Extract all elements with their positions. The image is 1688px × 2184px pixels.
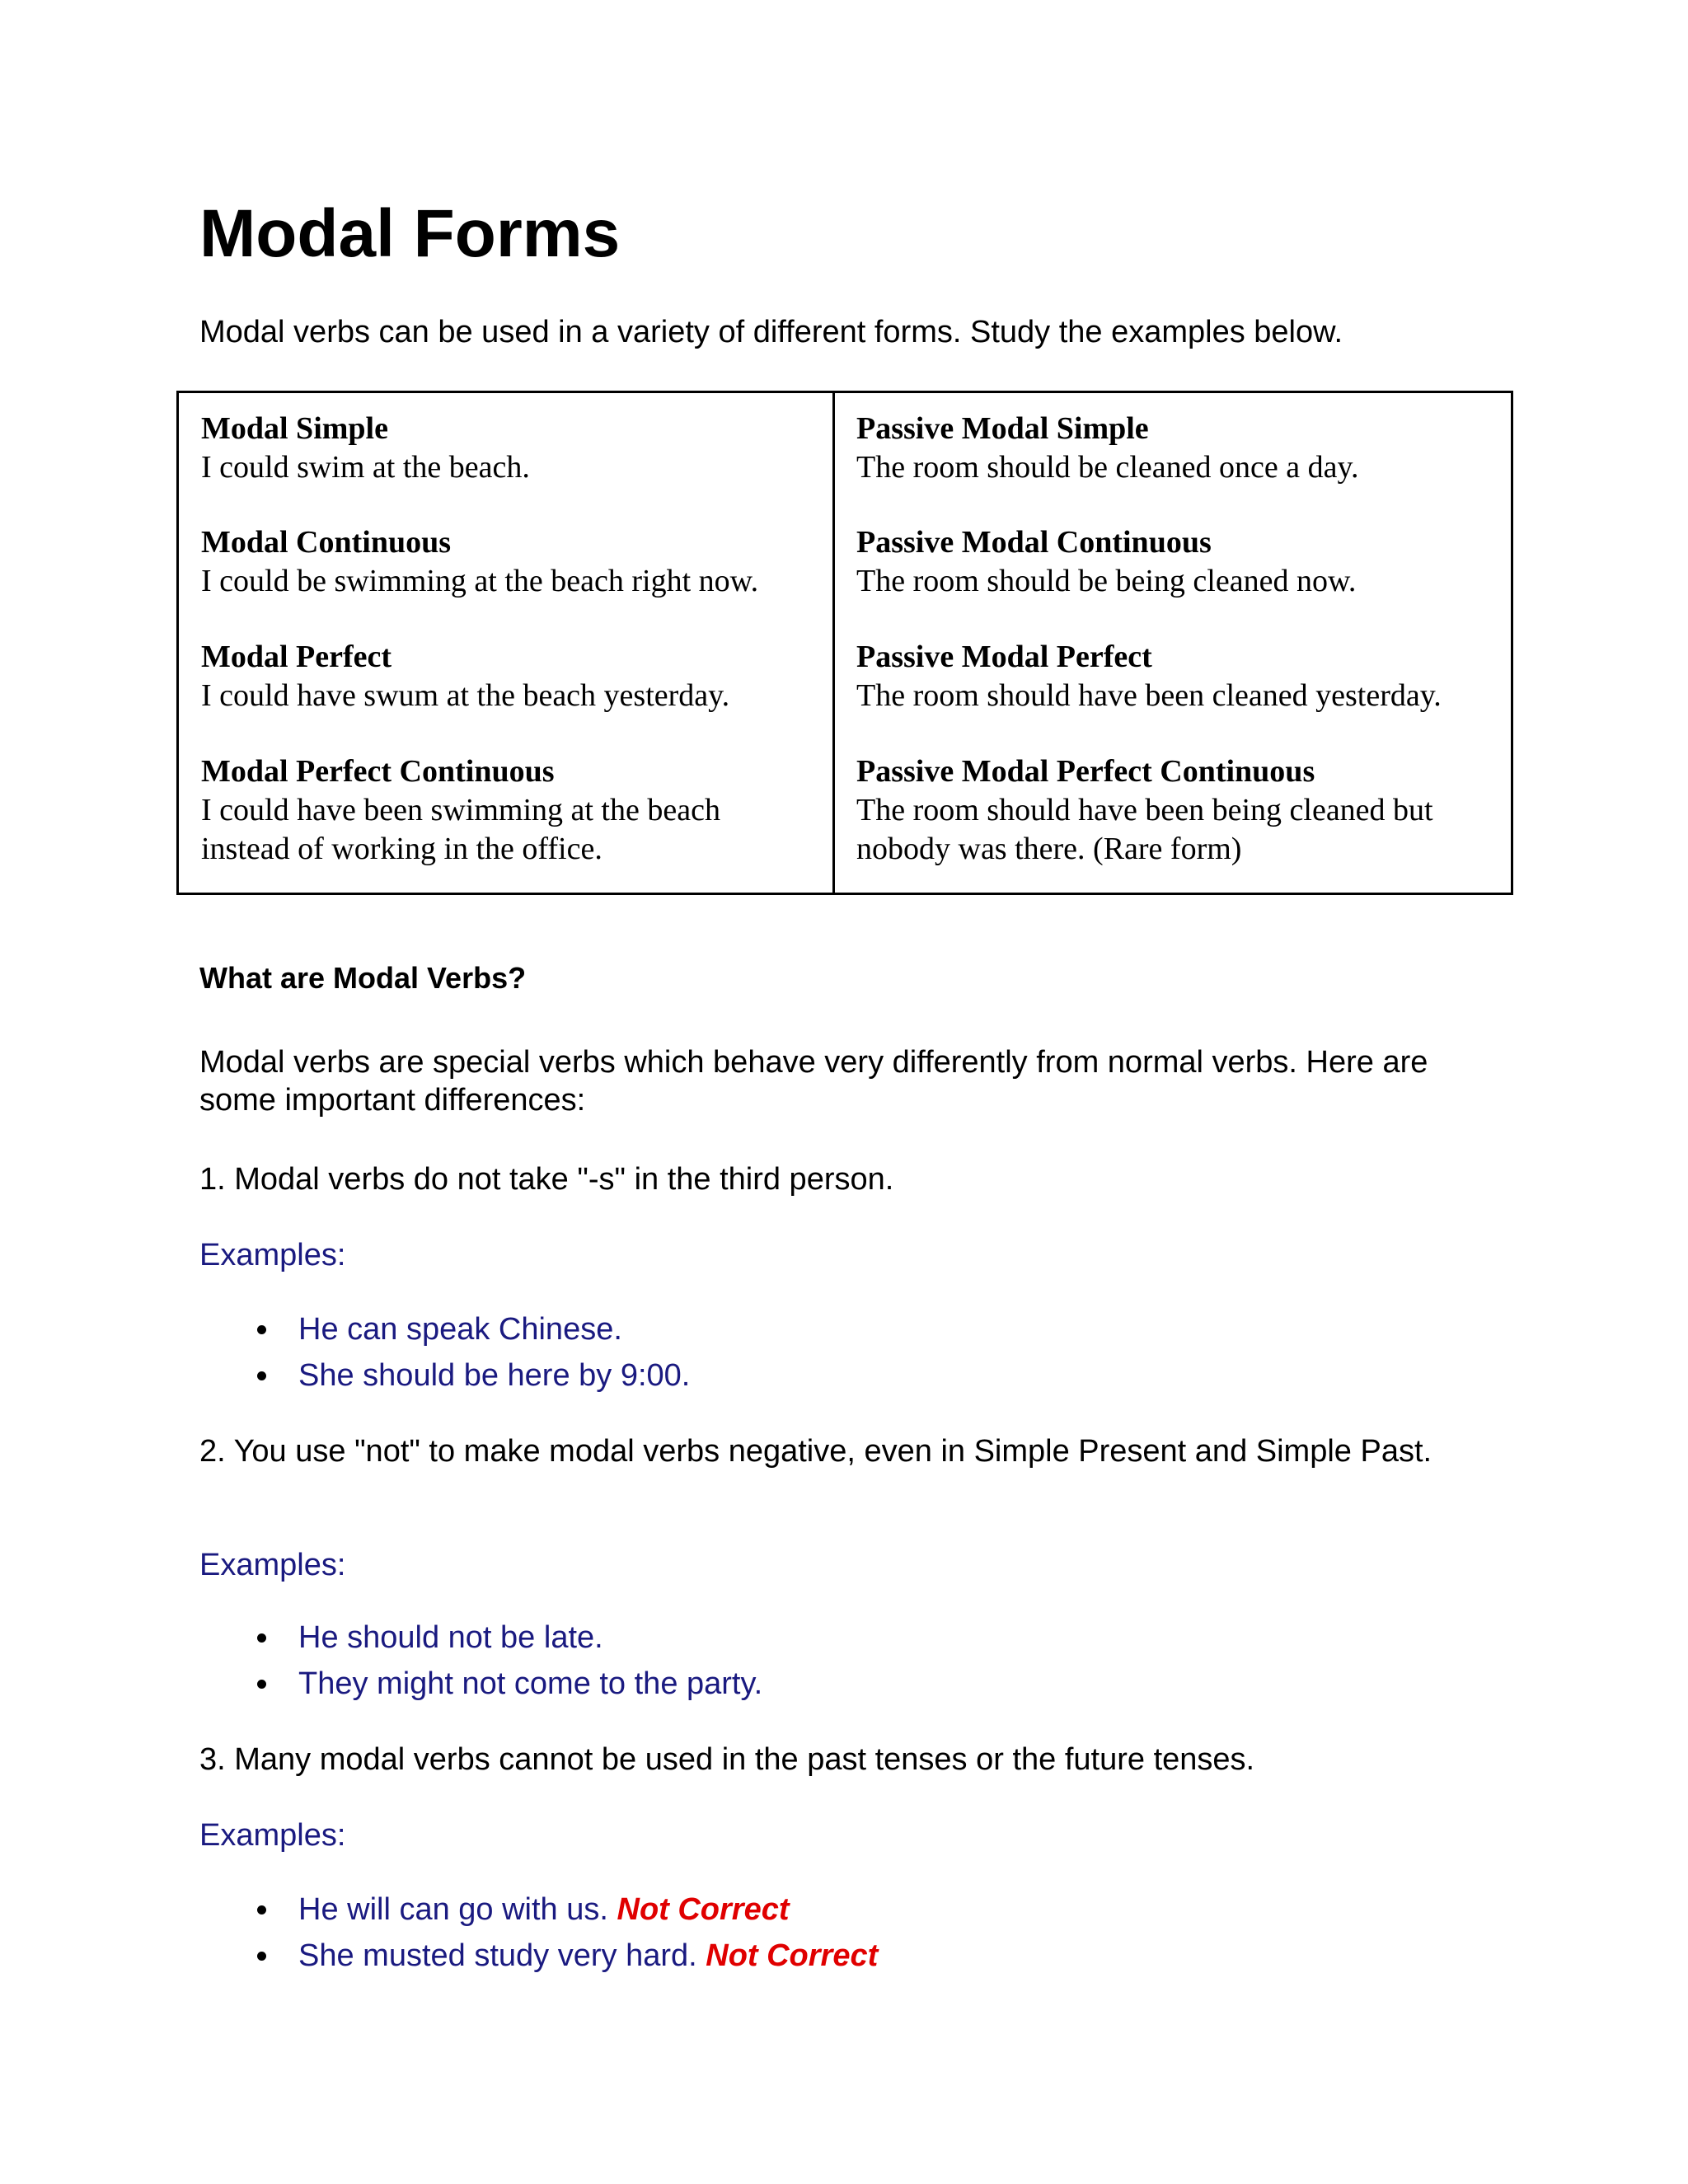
form-cell-modal-continuous bbox=[201, 523, 815, 601]
example-sentence-wrapper bbox=[298, 1891, 790, 1929]
form-example: The room should be being cleaned now. bbox=[856, 564, 1357, 598]
bullet-icon bbox=[257, 1633, 266, 1643]
section-heading: What are Modal Verbs? bbox=[199, 961, 527, 995]
example-sentence-wrapper bbox=[298, 1937, 878, 1975]
form-example: I could have swum at the beach yesterday. bbox=[201, 678, 730, 713]
form-example: The room should have been being cleaned but bbox=[856, 793, 1433, 827]
form-cell-modal-perfect-continuous bbox=[201, 752, 815, 869]
bullet-icon bbox=[257, 1905, 266, 1915]
form-example: I could swim at the beach. bbox=[201, 450, 530, 485]
not-correct-label: Not Correct bbox=[706, 1938, 879, 1973]
form-name: Passive Modal Perfect bbox=[856, 640, 1152, 674]
bullet-icon bbox=[257, 1325, 266, 1334]
intro-text: Modal verbs can be used in a variety of different forms. Study the examples below. bbox=[199, 315, 1343, 349]
examples-label: Examples: bbox=[199, 1238, 346, 1272]
example-sentence: They might not come to the party. bbox=[298, 1666, 763, 1701]
form-example-continued: instead of working in the office. bbox=[201, 832, 603, 866]
rule-text: 3. Many modal verbs cannot be used in the past tenses or the future tenses. bbox=[199, 1742, 1255, 1777]
form-example-continued: nobody was there. (Rare form) bbox=[856, 832, 1242, 866]
example-sentence: She musted study very hard. bbox=[298, 1938, 697, 1973]
examples-label: Examples: bbox=[199, 1548, 346, 1582]
form-name: Modal Continuous bbox=[201, 525, 452, 560]
bullet-icon bbox=[257, 1952, 266, 1961]
form-example: I could be swimming at the beach right now. bbox=[201, 564, 759, 598]
form-cell-passive-modal-simple bbox=[856, 410, 1470, 487]
rule-text: 2. You use "not" to make modal verbs negative, even in Simple Present and Simple Past. bbox=[199, 1434, 1432, 1469]
page-title: Modal Forms bbox=[199, 196, 621, 271]
form-cell-passive-modal-perfect-continuous bbox=[856, 752, 1470, 869]
bullet-icon bbox=[257, 1371, 266, 1380]
form-name: Passive Modal Continuous bbox=[856, 525, 1212, 560]
modal-forms-table bbox=[176, 391, 1513, 895]
form-example: The room should be cleaned once a day. bbox=[856, 450, 1359, 485]
form-name: Modal Perfect bbox=[201, 640, 392, 674]
not-correct-label: Not Correct bbox=[617, 1892, 790, 1927]
examples-label: Examples: bbox=[199, 1818, 346, 1853]
form-name: Modal Simple bbox=[201, 411, 388, 446]
example-sentence: He should not be late. bbox=[298, 1620, 603, 1655]
bullet-icon bbox=[257, 1680, 266, 1689]
rule-text: 1. Modal verbs do not take "-s" in the third person. bbox=[199, 1162, 894, 1197]
form-name: Passive Modal Perfect Continuous bbox=[856, 754, 1315, 789]
section-intro: Modal verbs are special verbs which behave very differently from normal verbs. Here are some important differences: bbox=[199, 1045, 1428, 1118]
form-name: Modal Perfect Continuous bbox=[201, 754, 555, 789]
example-sentence: He can speak Chinese. bbox=[298, 1312, 622, 1347]
form-name: Passive Modal Simple bbox=[856, 411, 1149, 446]
form-example: I could have been swimming at the beach bbox=[201, 793, 720, 827]
form-cell-modal-perfect bbox=[201, 638, 815, 715]
example-sentence: He will can go with us. bbox=[298, 1892, 608, 1927]
form-cell-passive-modal-continuous bbox=[856, 523, 1470, 601]
example-sentence: She should be here by 9:00. bbox=[298, 1358, 691, 1393]
form-cell-modal-simple bbox=[201, 410, 815, 487]
form-cell-passive-modal-perfect bbox=[856, 638, 1470, 715]
table-divider bbox=[832, 393, 835, 893]
form-example: The room should have been cleaned yesterday. bbox=[856, 678, 1442, 713]
